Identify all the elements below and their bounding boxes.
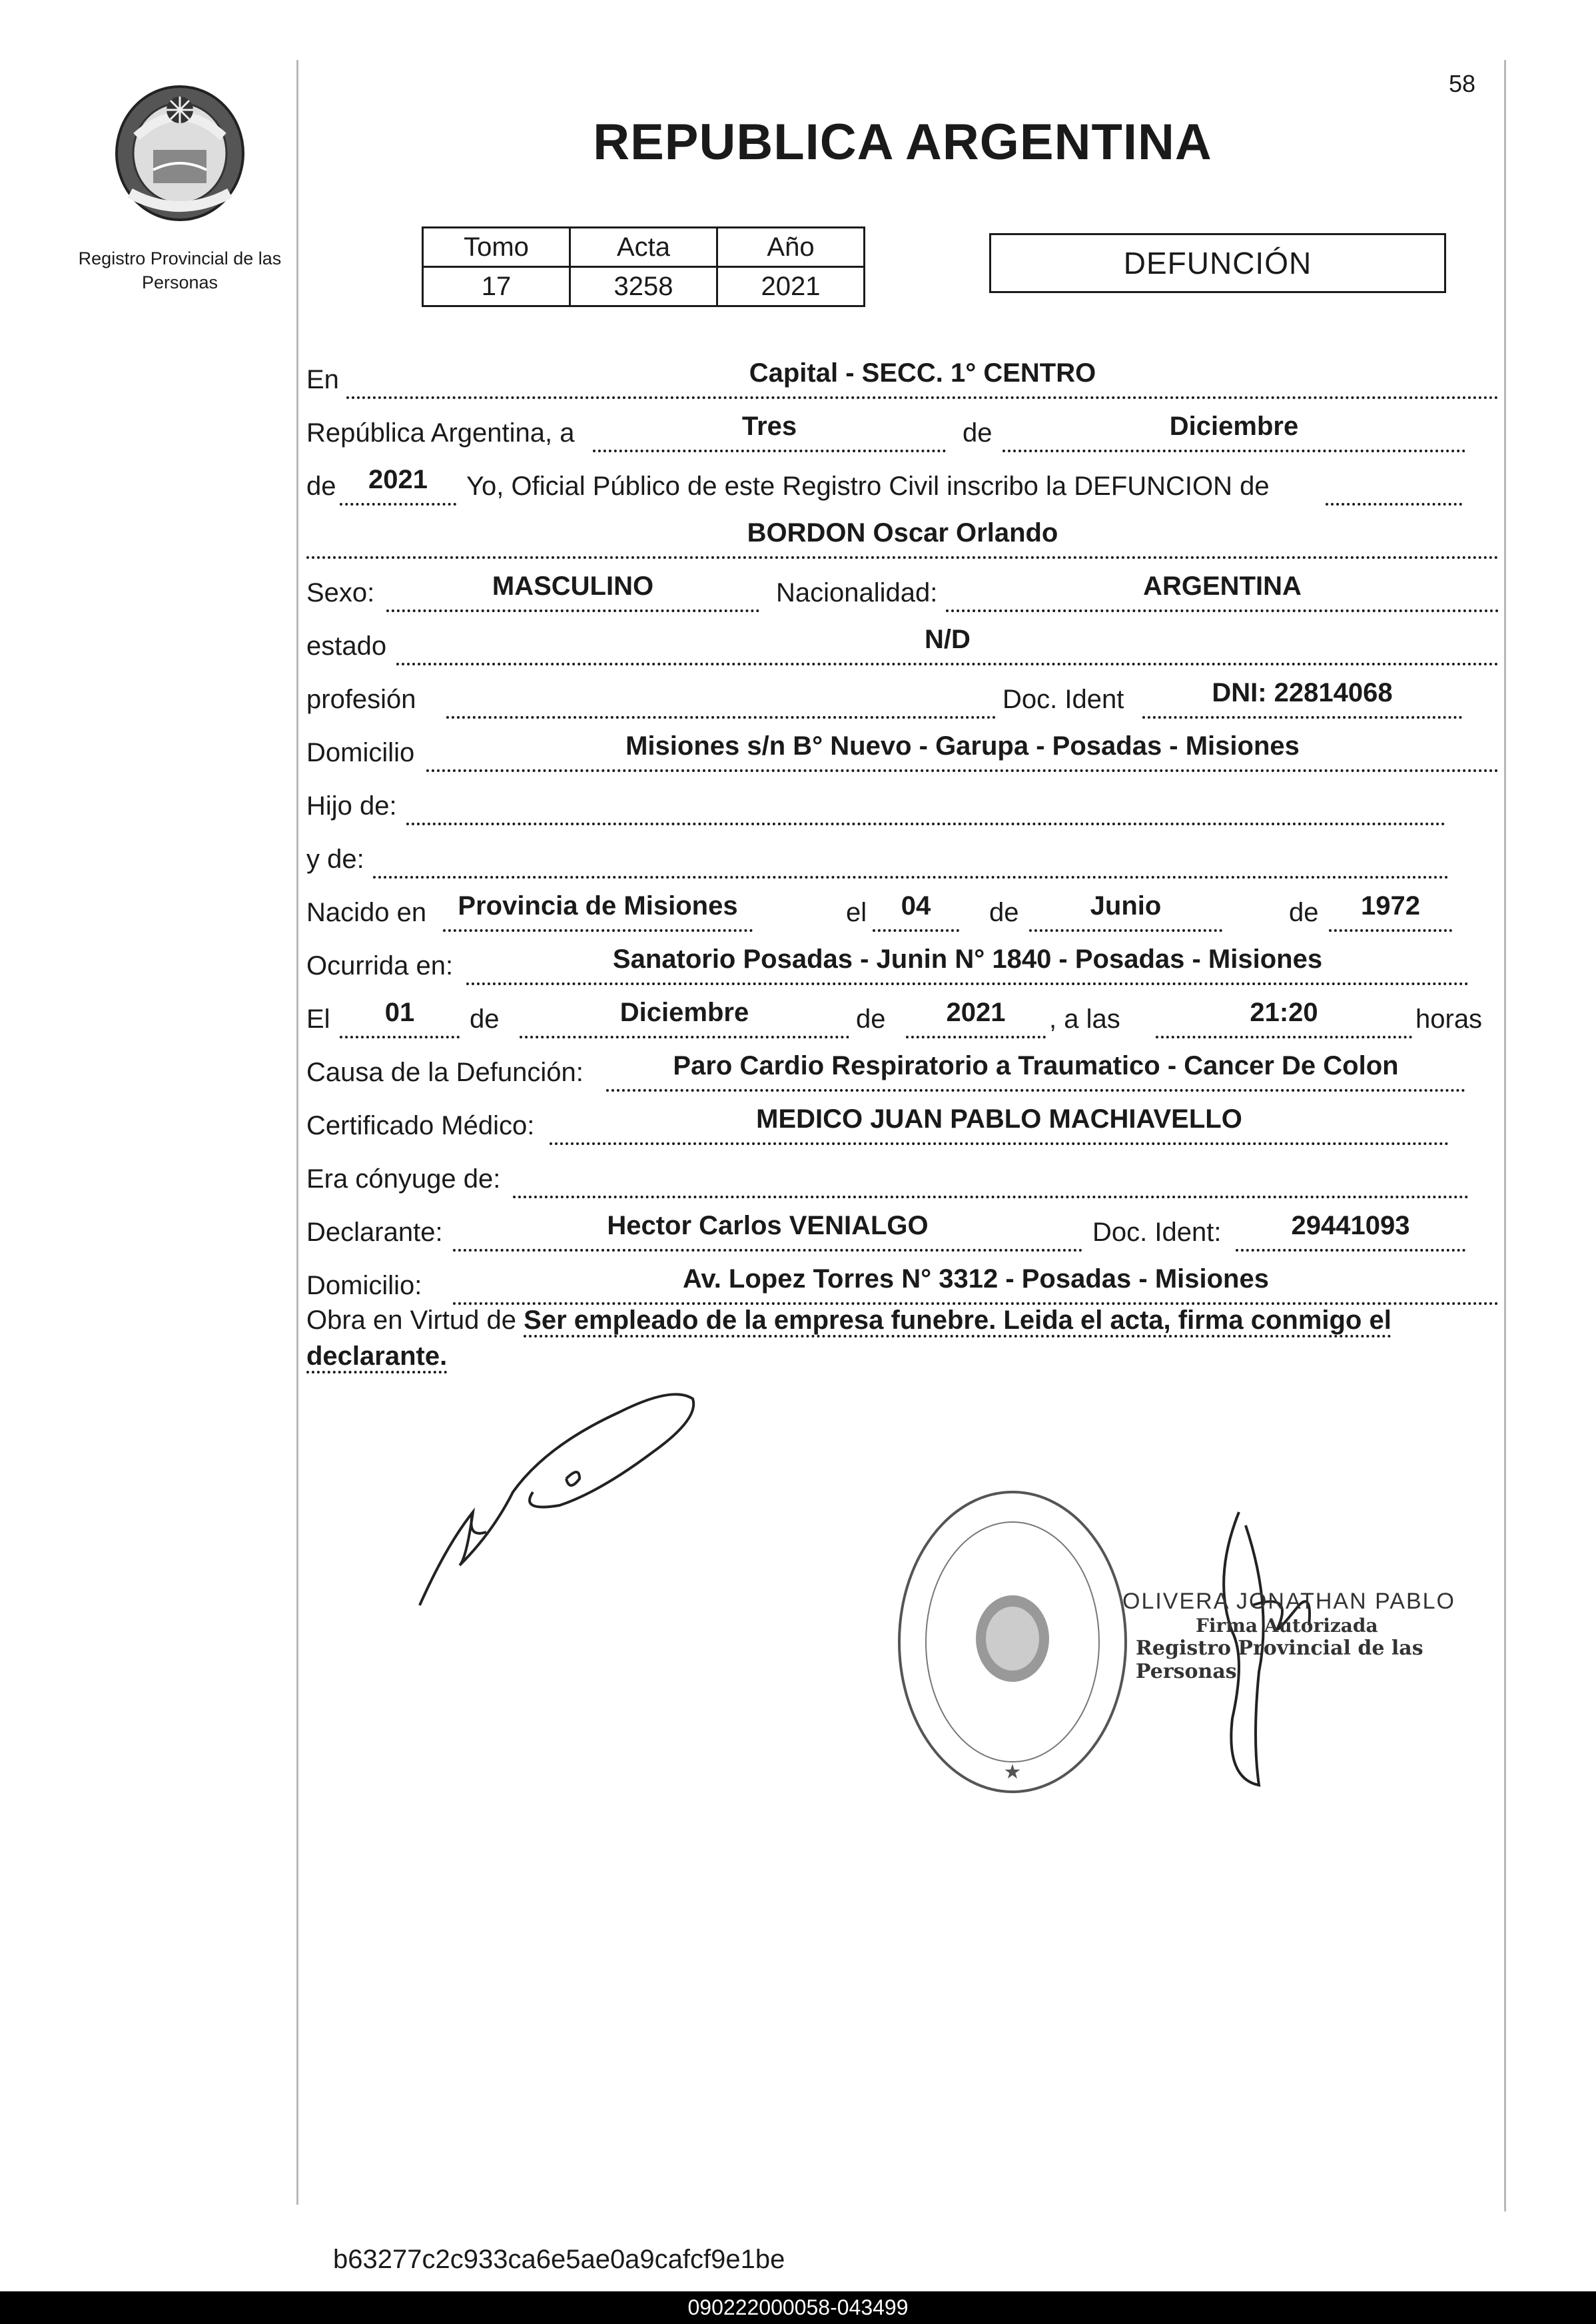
def-mes-field: Diciembre	[520, 994, 849, 1038]
def-anio-field: 2021	[906, 994, 1046, 1038]
authority-role: Firma Autorizada	[1196, 1615, 1378, 1637]
certificado-field: MEDICO JUAN PABLO MACHIAVELLO	[550, 1101, 1449, 1145]
yde-field	[373, 835, 1449, 879]
row-conyuge	[306, 1156, 1499, 1198]
causa-label: Causa de la Defunción:	[306, 1058, 584, 1087]
de-label-4: de	[1289, 898, 1319, 927]
de-label-5: de	[470, 1004, 500, 1034]
row-nombre	[306, 516, 1499, 559]
acta-header: Acta	[570, 228, 717, 267]
ocurrida-label: Ocurrida en:	[306, 951, 454, 980]
de-label-3: de	[989, 898, 1019, 927]
anio-header: Año	[717, 228, 865, 267]
row-estado	[306, 623, 1499, 665]
nac-anio-field: 1972	[1329, 888, 1452, 932]
record-table	[422, 226, 865, 307]
nacido-field: Provincia de Misiones	[443, 888, 753, 932]
sexo-label: Sexo:	[306, 578, 375, 607]
row-declarante	[306, 1209, 1499, 1252]
page-number: 58	[1449, 70, 1476, 97]
hora-field: 21:20	[1156, 994, 1412, 1038]
domicilio2-label: Domicilio:	[306, 1271, 422, 1300]
alas-label: , a las	[1049, 1004, 1120, 1034]
doc-ident-field: DNI: 22814068	[1142, 675, 1462, 719]
svg-text:★: ★	[1003, 1761, 1022, 1783]
certificado-label: Certificado Médico:	[306, 1111, 535, 1140]
nacionalidad-field: ARGENTINA	[946, 568, 1499, 612]
conyuge-field	[513, 1154, 1469, 1198]
profesion-label: profesión	[306, 685, 416, 714]
obra-label: Obra en Virtud de	[306, 1306, 517, 1335]
doc-ident2-field: 29441093	[1236, 1208, 1465, 1252]
row-ocurrida	[306, 943, 1499, 985]
declarante-label: Declarante:	[306, 1218, 443, 1247]
hijo-field	[406, 781, 1445, 825]
row-domicilio2	[306, 1262, 1499, 1305]
right-margin-line	[1504, 60, 1506, 2211]
obra-value: Ser empleado de la empresa funebre. Leida el acta, firma conmigo el declarante.	[306, 1306, 1392, 1373]
official-stamp	[893, 1485, 1132, 1798]
tomo-header: Tomo	[423, 228, 570, 267]
nac-mes-field: Junio	[1029, 888, 1222, 932]
domicilio-label: Domicilio	[306, 738, 415, 767]
republica-label: República Argentina, a	[306, 418, 575, 448]
sexo-field: MASCULINO	[386, 568, 759, 612]
acta-value: 3258	[570, 267, 717, 306]
blank-field	[1326, 462, 1462, 506]
row-causa	[306, 1049, 1499, 1092]
estado-field: N/D	[396, 621, 1499, 665]
causa-field: Paro Cardio Respiratorio a Traumatico - Cancer De Colon	[606, 1048, 1465, 1092]
conyuge-label: Era cónyuge de:	[306, 1164, 501, 1194]
nac-dia-field: 04	[873, 888, 959, 932]
declarante-field: Hector Carlos VENIALGO	[453, 1208, 1082, 1252]
registry-label: Registro Provincial de las Personas	[78, 248, 282, 292]
row-nacido	[306, 889, 1499, 932]
document-title: REPUBLICA ARGENTINA	[593, 114, 1212, 171]
en-label: En	[306, 365, 339, 394]
anio-field: 2021	[340, 462, 456, 506]
hijo-label: Hijo de:	[306, 791, 397, 821]
doc-ident2-label: Doc. Ident:	[1092, 1218, 1222, 1247]
row-certificado	[306, 1102, 1499, 1145]
row-profesion	[306, 676, 1499, 719]
document-hash: b63277c2c933ca6e5ae0a9cafcf9e1be	[333, 2245, 785, 2274]
de-label-6: de	[856, 1004, 886, 1034]
estado-label: estado	[306, 631, 387, 661]
dia-field: Tres	[593, 408, 946, 452]
row-republica	[306, 410, 1499, 452]
declarant-signature	[400, 1359, 706, 1625]
row-domicilio	[306, 729, 1499, 772]
authority-name: OLIVERA JONATHAN PABLO	[1122, 1589, 1455, 1614]
de-label-2: de	[306, 472, 336, 501]
anio-value: 2021	[717, 267, 865, 306]
nombre-field: BORDON Oscar Orlando	[306, 515, 1499, 559]
def-dia-field: 01	[340, 994, 460, 1038]
row-en	[306, 356, 1499, 399]
row-hijo	[306, 783, 1499, 825]
oficial-text: Yo, Oficial Público de este Registro Civil inscribo la DEFUNCION de	[466, 472, 1270, 501]
mes-field: Diciembre	[1002, 408, 1465, 452]
tomo-value: 17	[423, 267, 570, 306]
de-label: de	[963, 418, 993, 448]
domicilio2-field: Av. Lopez Torres N° 3312 - Posadas - Misiones	[453, 1261, 1499, 1305]
profesion-field	[446, 675, 996, 719]
yde-label: y de:	[306, 845, 364, 874]
nacido-label: Nacido en	[306, 898, 427, 927]
el-label: el	[846, 898, 867, 927]
en-field: Capital - SECC. 1° CENTRO	[346, 355, 1499, 399]
domicilio-field: Misiones s/n B° Nuevo - Garupa - Posadas - Misiones	[426, 728, 1499, 772]
doc-ident-label: Doc. Ident	[1002, 685, 1124, 714]
left-margin-line	[296, 60, 298, 2205]
barcode-strip: 090222000058-043499	[0, 2291, 1596, 2324]
authority-block	[1122, 1589, 1495, 1683]
row-anio	[306, 463, 1499, 506]
row-sexo	[306, 570, 1499, 612]
horas-label: horas	[1415, 1004, 1483, 1034]
authority-org: Registro Provincial de las Personas	[1136, 1637, 1423, 1683]
row-yde	[306, 836, 1499, 879]
nacionalidad-label: Nacionalidad:	[776, 578, 938, 607]
ocurrida-field: Sanatorio Posadas - Junin N° 1840 - Posadas - Misiones	[466, 941, 1469, 985]
El-label: El	[306, 1004, 330, 1034]
row-fecha-defuncion	[306, 996, 1499, 1038]
province-coat-of-arms	[100, 70, 260, 230]
record-type-box: DEFUNCIÓN	[989, 233, 1446, 293]
